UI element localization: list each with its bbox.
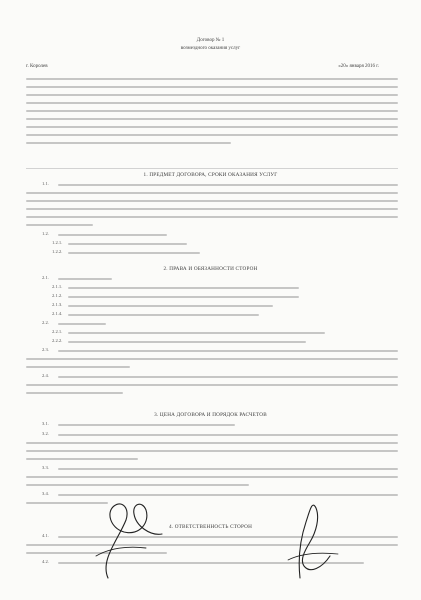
clause-number: 4.2. [42, 559, 49, 564]
clause-number: 1.2. [42, 231, 49, 236]
clause-number: 2.1.2. [52, 293, 63, 298]
section-title: 1. ПРЕДМЕТ ДОГОВОРА, СРОКИ ОКАЗАНИЯ УСЛУГ [143, 172, 278, 178]
illegible-line [58, 468, 398, 470]
clause-number: 1.2.2. [52, 249, 63, 254]
illegible-line [26, 208, 398, 210]
clause-number: 3.4. [42, 491, 49, 496]
illegible-line [58, 424, 235, 426]
illegible-line [58, 234, 167, 236]
illegible-line [26, 126, 398, 128]
illegible-line [26, 458, 138, 460]
contract-title: Договор № 1 [196, 38, 225, 43]
illegible-line [26, 102, 398, 104]
illegible-line [26, 78, 398, 80]
illegible-line [26, 476, 398, 478]
illegible-line [26, 450, 398, 452]
illegible-line [26, 142, 231, 144]
illegible-line [58, 323, 106, 325]
illegible-line [26, 110, 398, 112]
illegible-line [58, 350, 398, 352]
contract-place: г. Королев [26, 64, 48, 69]
illegible-line [26, 484, 249, 486]
clause-number: 2.4. [42, 373, 49, 378]
illegible-line [58, 434, 398, 436]
illegible-line [26, 192, 398, 194]
clause-number: 2.2.2. [52, 338, 63, 343]
clause-number: 2.1.4. [52, 311, 63, 316]
illegible-line [26, 216, 398, 218]
clause-number: 1.1. [42, 181, 49, 186]
illegible-line [68, 252, 200, 254]
illegible-line [26, 118, 398, 120]
illegible-line [58, 536, 398, 538]
section-title: 4. ОТВЕТСТВЕННОСТЬ СТОРОН [168, 524, 253, 530]
section-title: 2. ПРАВА И ОБЯЗАННОСТИ СТОРОН [163, 266, 258, 272]
contract-date: «20» января 2016 г. [338, 64, 379, 69]
clause-number: 2.3. [42, 347, 49, 352]
illegible-line [26, 200, 398, 202]
illegible-line [58, 494, 398, 496]
illegible-line [26, 544, 398, 546]
illegible-line [58, 376, 398, 378]
signature-left-stroke-1 [106, 504, 162, 578]
illegible-line [26, 442, 398, 444]
clause-number: 3.2. [42, 431, 49, 436]
illegible-line [26, 134, 398, 136]
signature-right-stroke-1 [299, 505, 330, 578]
illegible-line [68, 305, 273, 307]
signature-right-stroke-2 [288, 553, 338, 560]
illegible-line [68, 314, 259, 316]
clause-number: 2.2.1. [52, 329, 63, 334]
clause-number: 2.2. [42, 320, 49, 325]
illegible-line [58, 278, 112, 280]
clause-number: 2.1.3. [52, 302, 63, 307]
clause-number: 2.1. [42, 275, 49, 280]
illegible-line [68, 287, 299, 289]
clause-number: 4.1. [42, 533, 49, 538]
illegible-line [26, 94, 398, 96]
illegible-line [68, 332, 325, 334]
clause-number: 3.3. [42, 465, 49, 470]
illegible-line [26, 366, 130, 368]
clause-number: 2.1.1. [52, 284, 63, 289]
illegible-line [68, 341, 306, 343]
illegible-line [26, 224, 93, 226]
section-divider [26, 168, 398, 169]
contract-subtitle: возмездного оказания услуг [180, 46, 241, 51]
illegible-line [58, 562, 364, 564]
illegible-line [26, 552, 167, 554]
illegible-line [26, 86, 398, 88]
clause-number: 3.1. [42, 421, 49, 426]
illegible-line [58, 184, 398, 186]
illegible-line [68, 243, 187, 245]
illegible-line [26, 502, 108, 504]
section-title: 3. ЦЕНА ДОГОВОРА И ПОРЯДОК РАСЧЕТОВ [154, 412, 267, 418]
illegible-line [26, 358, 398, 360]
clause-number: 1.2.1. [52, 240, 63, 245]
illegible-line [68, 296, 299, 298]
illegible-line [26, 384, 398, 386]
illegible-line [26, 392, 123, 394]
